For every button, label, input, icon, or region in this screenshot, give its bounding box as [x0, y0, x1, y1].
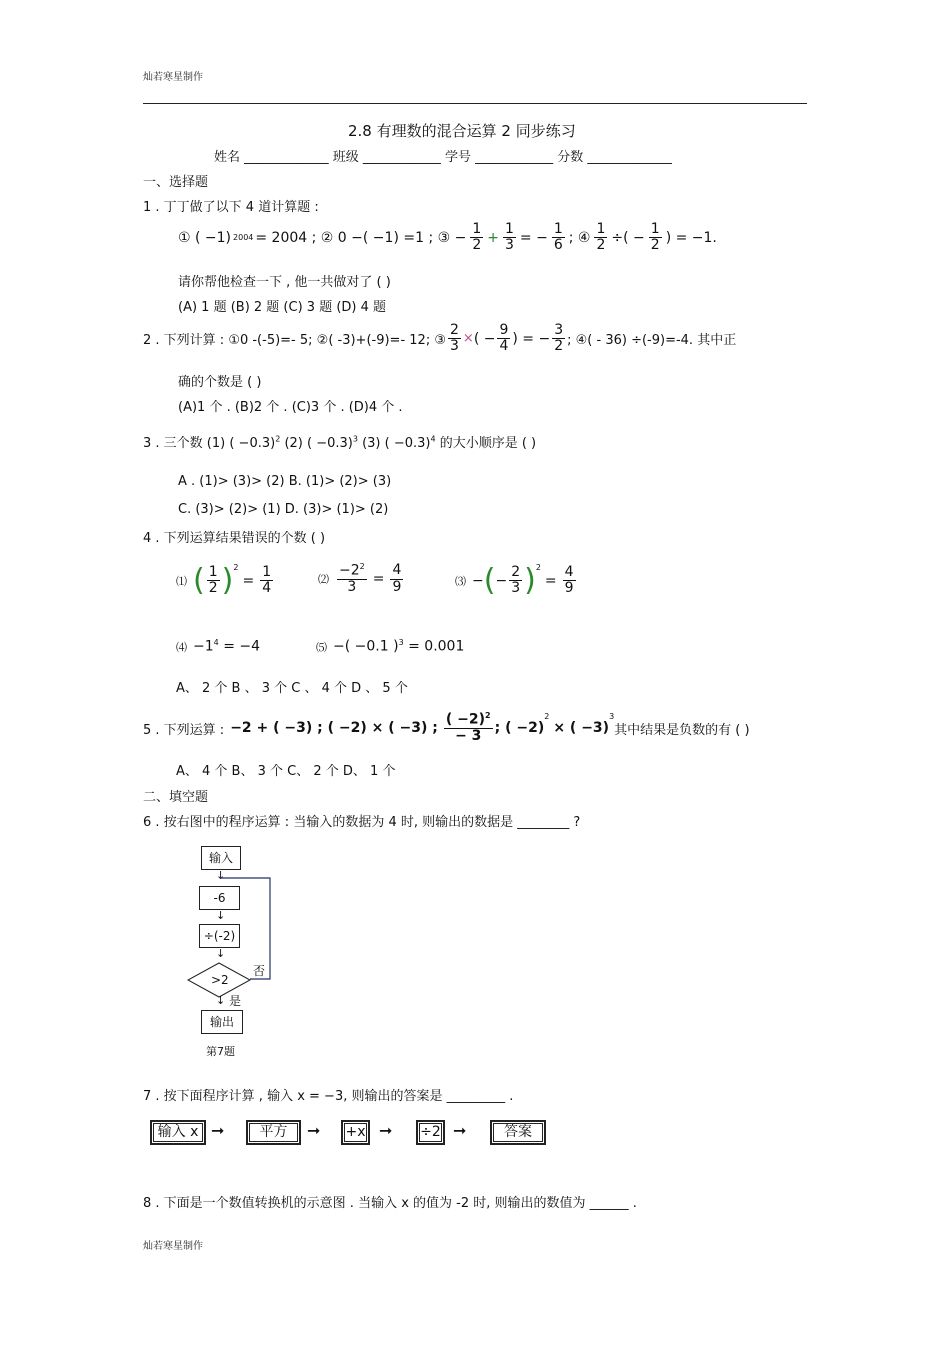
- q4-options: A、 2 个 B 、 3 个 C 、 4 个 D 、 5 个: [176, 681, 408, 696]
- q5-line: 5 . 下列运算 : −2 + ( −3) ; ( −2) × ( −3) ; $\frac{( -2)^2}{- 3}$ ; ( −2) $^2$ × ( −3) $^3$ 其中结果是负数的有 ( ): [143, 711, 750, 745]
- q6-stem: 6 . 按右图中的程序运算 : 当输入的数据为 4 时, 则输出的数据是 ________ ?: [143, 815, 581, 830]
- q7-arrow-3: ➞: [379, 1121, 393, 1140]
- q7-square-box: 平方: [246, 1120, 301, 1145]
- q2-options: (A)1 个 . (B)2 个 . (C)3 个 . (D)4 个 .: [178, 400, 403, 415]
- q2-stem-a: 2 . 下列计算 : ①0 -(-5)=- 5; ②( -3)+(-9)=- 12; ③: [143, 333, 446, 349]
- q1-stem: 1 . 丁丁做了以下 4 道计算题 :: [143, 200, 319, 215]
- section-choice: 一、选择题: [143, 175, 209, 190]
- q5-stem: 5 . 下列运算 :: [143, 722, 225, 738]
- flow-output-box: 输出: [201, 1010, 243, 1034]
- q1-expr-c: ; ④: [568, 229, 591, 246]
- q7-arrow-1: ➞: [211, 1121, 225, 1140]
- flow-caption: 第7题: [206, 1045, 235, 1058]
- q1-expr-b: = 2004 ; ② 0 −( −1) =1 ; ③ −: [255, 229, 467, 246]
- q1-expr-e: ) = −1.: [665, 229, 717, 246]
- q1-expressions: [178, 222, 717, 254]
- q1-expr-a: ① ( −1): [178, 229, 232, 246]
- q2-line: [143, 323, 736, 355]
- q3-options-cd: C. (3)> (2)> (1) D. (3)> (1)> (2): [178, 502, 389, 517]
- q7-plus-x-box: +x: [341, 1120, 370, 1145]
- q7-input-box: 输入 x: [150, 1120, 206, 1145]
- q1-expr-d: ÷( −: [611, 229, 645, 246]
- q3-exp2: 3: [352, 434, 358, 444]
- flow-step2-box: ÷(-2): [199, 924, 240, 948]
- q2-stem-c: 确的个数是 ( ): [178, 375, 262, 390]
- q3-exp1: 2: [275, 434, 281, 444]
- q1-ask: 请你帮他检查一下 , 他一共做对了 ( ): [178, 275, 391, 290]
- q8-stem: 8 . 下面是一个数值转换机的示意图 . 当输入 x 的值为 -2 时, 则输出的数值为 ______ .: [143, 1196, 637, 1211]
- q5-tail: 其中结果是负数的有 ( ): [614, 722, 750, 738]
- q2-times: ×: [462, 331, 474, 347]
- q1-frac-5: $\frac{1}{2}$: [650, 221, 660, 254]
- header-rule: [143, 103, 807, 104]
- flow-arrow-3: ↓: [216, 947, 226, 960]
- flow-yes-label: 是: [229, 994, 242, 1008]
- q1-eq: = −: [519, 229, 548, 246]
- flow-step1-box: -6: [199, 886, 240, 910]
- q1-exp: 2004: [233, 233, 254, 243]
- q4-item-1: ⑴ ( $\frac{1}{2}$ ) $^2$ = $\frac{1}{4}$: [176, 563, 272, 598]
- page-title: 2.8 有理数的混合运算 2 同步练习: [348, 122, 576, 140]
- q1-frac-2: $\frac{1}{3}$: [505, 221, 514, 254]
- q5-b: ; ( −2): [494, 720, 545, 737]
- q7-divide-box: ÷2: [416, 1120, 445, 1145]
- q7-arrow-4: ➞: [453, 1121, 467, 1140]
- flow-arrow-2: ↓: [216, 909, 226, 922]
- q2-stem-b: ; ④( - 36) ÷(-9)=-4. 其中正: [567, 333, 737, 349]
- flow-arrow-1: ↓: [216, 869, 226, 882]
- q3-s3: (3) ( −0.3): [362, 436, 431, 451]
- flow-no-label: 否: [253, 964, 266, 978]
- q3-stem: 3 . 三个数 (1) ( −0.3): [143, 436, 276, 451]
- flow-condition-label: >2: [211, 973, 229, 987]
- q1-frac-4: $\frac{1}{2}$: [596, 221, 606, 254]
- q2-lp: ( −: [473, 330, 496, 347]
- q5-frac: $\frac{( -2)^2}{- 3}$: [445, 711, 491, 745]
- q7-answer-box: 答案: [490, 1120, 546, 1145]
- q5-options: A、 4 个 B、 3 个 C、 2 个 D、 1 个: [176, 764, 396, 779]
- flow-input-box: 输入: [201, 846, 241, 870]
- q3-options-ab: A . (1)> (3)> (2) B. (1)> (2)> (3): [178, 474, 392, 489]
- q7-stem: 7 . 按下面程序计算 , 输入 x = −3, 则输出的答案是 _________ .: [143, 1089, 514, 1104]
- q5-a: −2 + ( −3) ; ( −2) × ( −3) ;: [230, 720, 438, 737]
- info-line: 姓名 _____________ 班级 ____________ 学号 ____________ 分数 _____________: [214, 150, 672, 165]
- q4-item-5: ⑸ −( −0.1 )$^3$ = 0.001: [316, 638, 465, 655]
- q2-frac-2: $\frac{9}{4}$: [499, 322, 509, 355]
- q4-item-2: ⑵ $\frac{-2^2}{3}$ = $\frac{4}{9}$: [318, 562, 402, 596]
- q1-plus: +: [487, 229, 499, 246]
- footer-maker: 灿若寒星制作: [143, 1241, 203, 1252]
- q3-line: [143, 432, 536, 451]
- q1-frac-1: $\frac{1}{2}$: [472, 221, 482, 254]
- q1-frac-3: $\frac{1}{6}$: [553, 221, 563, 254]
- header-maker: 灿若寒星制作: [143, 72, 203, 83]
- flow-arrow-4: ↓: [216, 994, 226, 1007]
- q4-stem: 4 . 下列运算结果错误的个数 ( ): [143, 531, 326, 546]
- q2-frac-3: $\frac{3}{2}$: [554, 322, 564, 355]
- q1-options: (A) 1 题 (B) 2 题 (C) 3 题 (D) 4 题: [178, 300, 387, 315]
- q3-tail: 的大小顺序是 ( ): [439, 436, 537, 451]
- q2-rp: ) = −: [512, 330, 551, 347]
- q4-item-4: ⑷ $-1^4 = -4$: [176, 638, 261, 655]
- section-fill: 二、填空题: [143, 790, 209, 805]
- q7-arrow-2: ➞: [307, 1121, 321, 1140]
- q3-s2: (2) ( −0.3): [284, 436, 353, 451]
- q5-c: × ( −3): [553, 720, 610, 737]
- q4-item-3: ⑶ − ( − $\frac{2}{3}$ ) $^2$ = $\frac{4}{9}$: [455, 563, 574, 598]
- q2-frac-1: $\frac{2}{3}$: [449, 322, 459, 355]
- q3-exp3: 4: [430, 434, 436, 444]
